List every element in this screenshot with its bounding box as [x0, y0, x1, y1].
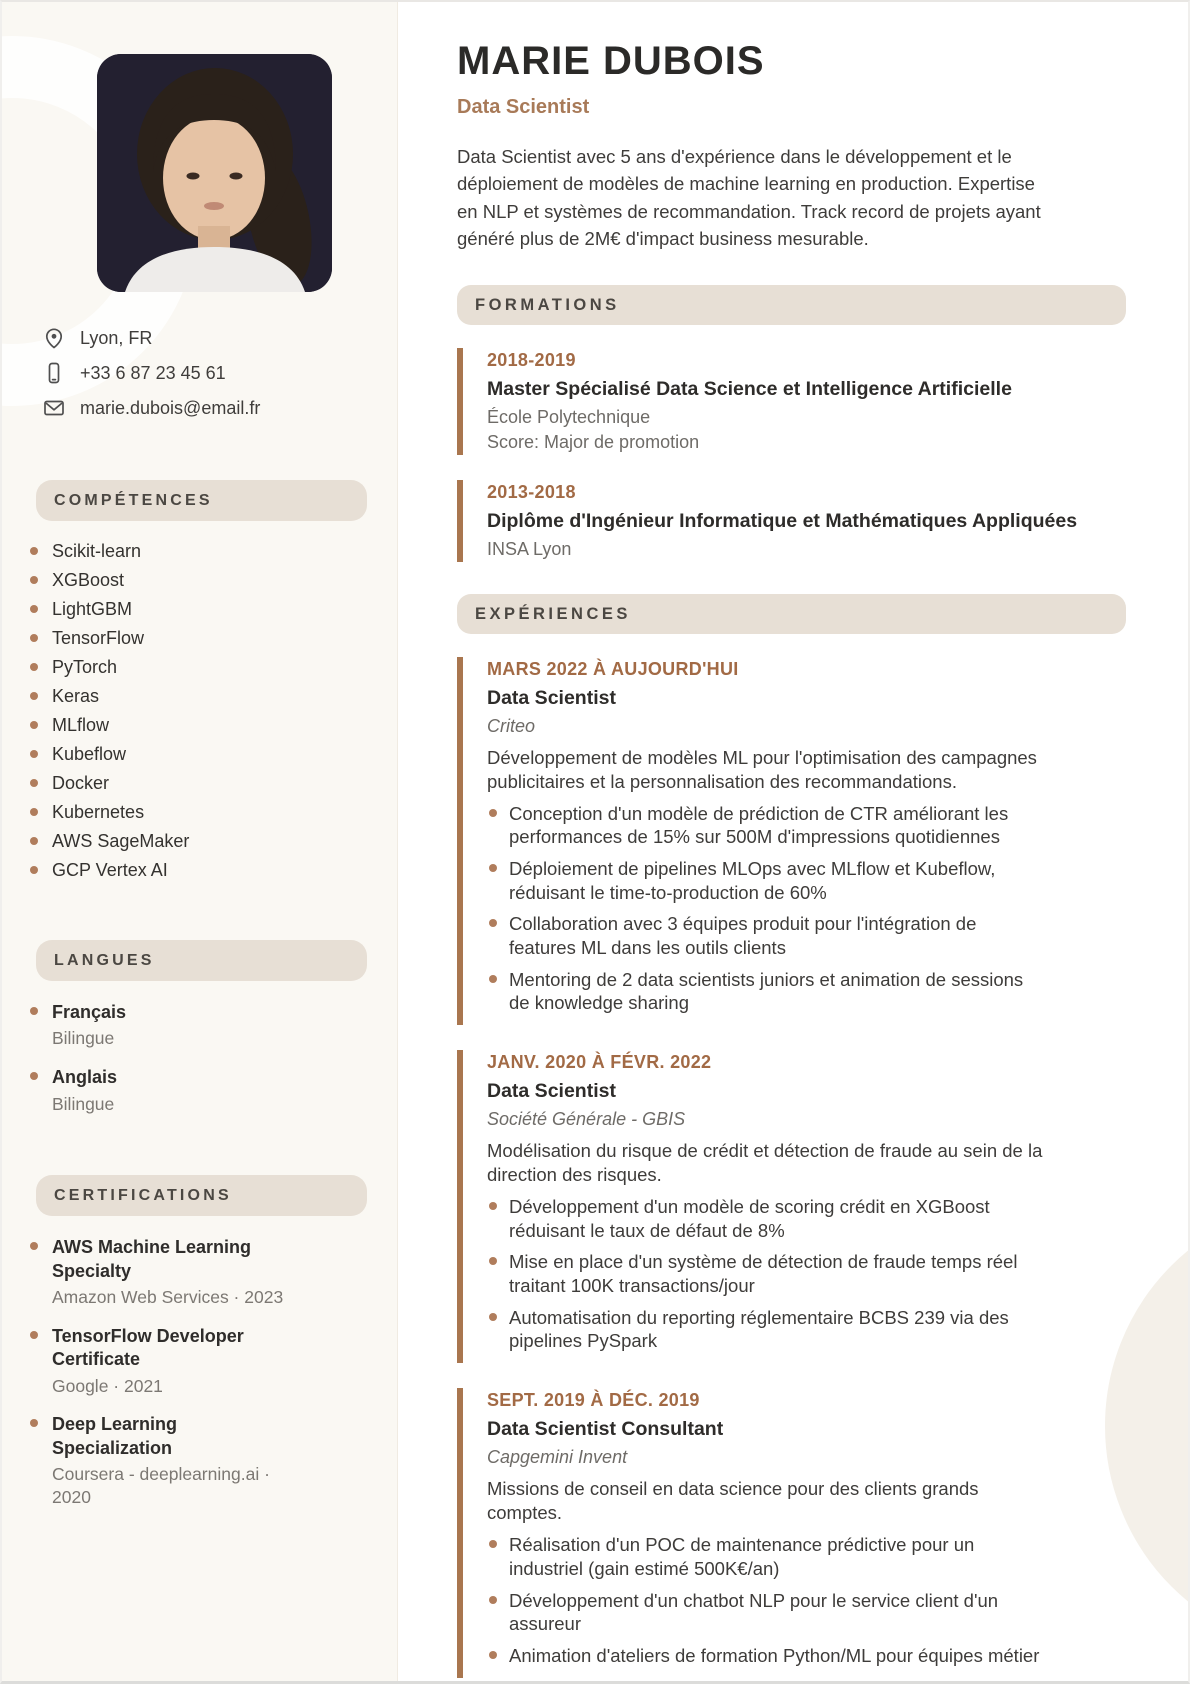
skill-label: Keras — [52, 686, 100, 706]
envelope-icon — [42, 396, 66, 420]
skill-item — [52, 657, 377, 677]
skill-label: XGBoost — [52, 570, 125, 590]
skill-label: TensorFlow — [52, 628, 145, 648]
formations-section-title: FORMATIONS — [457, 285, 1126, 325]
formations-entries — [457, 348, 1126, 562]
profile-summary: Data Scientist avec 5 ans d'expérience dans le développement et le déploiement de modèles de machine learning en production. Expertise en NLP et systèmes de recommandation. Track record de projets ayant généré plus de 2M€ d'impact business mesurable. — [457, 146, 1041, 250]
experience-period: SEPT. 2019 À DÉC. 2019 — [487, 1390, 700, 1411]
formation-period: 2018-2019 — [487, 349, 576, 370]
contact-phone — [42, 361, 397, 385]
experience-description: Missions de conseil en data science pour des clients grands comptes. — [487, 1478, 979, 1524]
language-level: Bilingue — [52, 1093, 115, 1114]
experience-bullet — [509, 968, 1047, 1015]
certification-detail: Google · 2021 — [52, 1375, 163, 1396]
skill-label: AWS SageMaker — [52, 831, 190, 851]
skill-item — [52, 860, 377, 880]
skill-label: PyTorch — [52, 657, 118, 677]
formation-degree: Diplôme d'Ingénieur Informatique et Mathématiques Appliquées — [487, 509, 1078, 532]
language-level: Bilingue — [52, 1028, 115, 1049]
experience-bullet — [509, 802, 1047, 849]
experience-bullet — [509, 1644, 1047, 1668]
experience-bullet-text: Développement d'un modèle de scoring crédit en XGBoost réduisant le taux de défaut de 8% — [509, 1196, 990, 1241]
sidebar — [2, 2, 398, 1681]
skill-item — [52, 802, 377, 822]
formation-school: École Polytechnique — [487, 406, 651, 427]
certifications-section — [2, 1175, 397, 1508]
language-item — [52, 1066, 377, 1115]
certification-name: TensorFlow Developer Certificate — [52, 1325, 244, 1370]
skill-item — [52, 773, 377, 793]
experience-bullet — [509, 1533, 1047, 1580]
contact-list — [42, 326, 397, 420]
formation-entry — [457, 348, 1126, 455]
job-title: Data Scientist — [457, 96, 590, 118]
experience-period: MARS 2022 À AUJOURD'HUI — [487, 658, 739, 679]
skill-item — [52, 541, 377, 561]
skill-item — [52, 628, 377, 648]
skills-section-title: COMPÉTENCES — [36, 480, 367, 521]
experiences-section-title: EXPÉRIENCES — [457, 594, 1126, 634]
experience-entry — [457, 657, 1126, 1025]
experience-bullet-text: Mentoring de 2 data scientists juniors et animation de sessions de knowledge sharing — [509, 968, 1024, 1014]
formation-school: INSA Lyon — [487, 538, 572, 559]
languages-list — [2, 1001, 397, 1115]
experience-bullet — [509, 912, 1047, 959]
formation-period: 2013-2018 — [487, 481, 576, 502]
experience-role: Data Scientist Consultant — [487, 1418, 724, 1441]
experiences-section — [457, 594, 1126, 1678]
experience-bullet — [509, 1589, 1047, 1636]
experience-bullet-text: Réalisation d'un POC de maintenance prédictive pour un industriel (gain estimé 500K€/an) — [509, 1534, 975, 1579]
experience-bullet — [509, 1306, 1047, 1353]
contact-email — [42, 396, 397, 420]
certification-detail: Coursera - deeplearning.ai · 2020 — [52, 1464, 270, 1507]
formation-entry — [457, 480, 1126, 562]
skill-item — [52, 831, 377, 851]
experience-entry — [457, 1050, 1126, 1363]
experience-bullets — [487, 1195, 1047, 1353]
certifications-section-title: CERTIFICATIONS — [36, 1175, 367, 1216]
languages-section — [2, 940, 397, 1115]
certification-name: AWS Machine Learning Specialty — [52, 1237, 252, 1281]
skill-item — [52, 599, 377, 619]
profile-photo — [97, 54, 332, 292]
certification-item — [52, 1413, 377, 1508]
skill-label: Docker — [52, 773, 110, 793]
experience-period: JANV. 2020 À FÉVR. 2022 — [487, 1051, 712, 1072]
experience-description: Développement de modèles ML pour l'optimisation des campagnes publicitaires et la personnalisation des recommandations. — [487, 746, 1037, 792]
experience-bullet — [509, 1195, 1047, 1242]
skill-label: LightGBM — [52, 599, 133, 619]
portrait-illustration — [97, 54, 332, 292]
language-name: Français — [52, 1002, 127, 1022]
experience-entry — [457, 1388, 1126, 1677]
experience-bullet — [509, 1250, 1047, 1297]
skills-section — [2, 480, 397, 880]
experience-bullet-text: Conception d'un modèle de prédiction de CTR améliorant les performances de 15% sur 500M d'impressions quotidiennes — [509, 802, 1009, 848]
skill-item — [52, 715, 377, 735]
formations-section — [457, 285, 1126, 562]
contact-location-text: Lyon, FR — [80, 327, 153, 348]
experience-bullet-text: Automatisation du reporting réglementaire BCBS 239 via des pipelines PySpark — [509, 1306, 1009, 1352]
contact-phone-text: +33 6 87 23 45 61 — [80, 362, 226, 383]
contact-location — [42, 326, 397, 350]
skill-label: Kubernetes — [52, 802, 145, 822]
experiences-entries — [457, 657, 1126, 1678]
skills-list — [2, 541, 397, 880]
experience-role: Data Scientist — [487, 1079, 616, 1102]
formation-degree: Master Spécialisé Data Science et Intelligence Artificielle — [487, 377, 1012, 400]
languages-section-title: LANGUES — [36, 940, 367, 981]
experience-bullets — [487, 802, 1047, 1015]
map-pin-icon — [42, 326, 66, 350]
experience-bullet-text: Animation d'ateliers de formation Python/ML pour équipes métier — [509, 1644, 1040, 1666]
person-name: MARIE DUBOIS — [457, 39, 765, 83]
experience-role: Data Scientist — [487, 686, 616, 709]
experience-company: Société Générale - GBIS — [487, 1108, 686, 1129]
formation-score: Score: Major de promotion — [487, 431, 700, 452]
experience-company: Criteo — [487, 715, 536, 736]
main-content — [398, 2, 1188, 1681]
skill-label: Kubeflow — [52, 744, 127, 764]
experience-bullet-text: Développement d'un chatbot NLP pour le service client d'un assureur — [509, 1589, 999, 1635]
experience-description: Modélisation du risque de crédit et détection de fraude au sein de la direction des risques. — [487, 1139, 1043, 1186]
certification-item — [52, 1236, 377, 1309]
experience-bullet-text: Déploiement de pipelines MLOps avec MLflow et Kubeflow, réduisant le time-to-production de 60% — [509, 857, 996, 903]
skill-label: Scikit-learn — [52, 541, 142, 561]
phone-icon — [42, 361, 66, 385]
skill-item — [52, 570, 377, 590]
language-item — [52, 1001, 377, 1050]
certifications-list — [2, 1236, 397, 1508]
skill-item — [52, 744, 377, 764]
experience-bullets — [487, 1533, 1047, 1667]
skill-item — [52, 686, 377, 706]
experience-bullet-text: Collaboration avec 3 équipes produit pour l'intégration de features ML dans les outils clients — [509, 913, 977, 958]
skill-label: MLflow — [52, 715, 110, 735]
certification-item — [52, 1325, 377, 1398]
experience-company: Capgemini Invent — [487, 1447, 628, 1468]
language-name: Anglais — [52, 1067, 118, 1088]
experience-bullet-text: Mise en place d'un système de détection de fraude temps réel traitant 100K transactions/jour — [509, 1251, 1018, 1297]
contact-email-text: marie.dubois@email.fr — [80, 397, 261, 418]
certification-detail: Amazon Web Services · 2023 — [52, 1287, 284, 1308]
certification-name: Deep Learning Specialization — [52, 1414, 178, 1458]
experience-bullet — [509, 857, 1047, 904]
skill-label: GCP Vertex AI — [52, 860, 168, 880]
